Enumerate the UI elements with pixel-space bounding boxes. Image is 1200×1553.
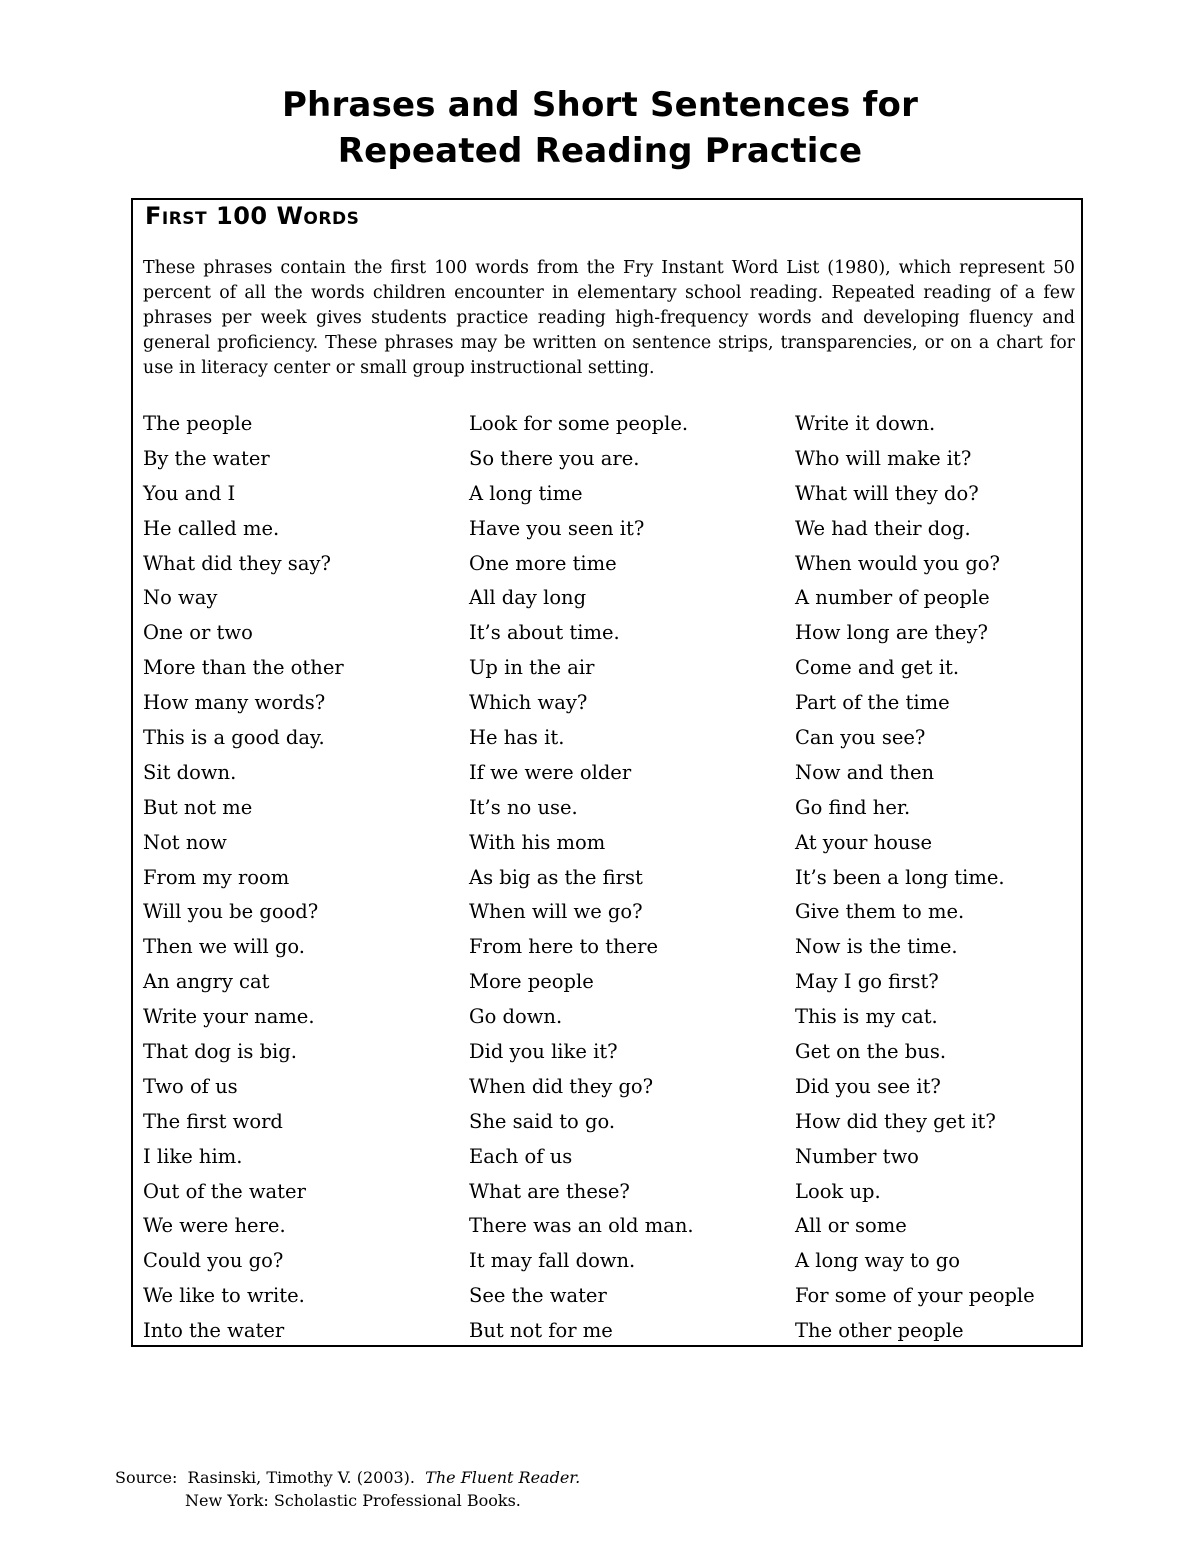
phrase-item: When did they go? bbox=[469, 1074, 654, 1098]
phrase-item: Go find her. bbox=[795, 795, 911, 819]
phrase-item: By the water bbox=[143, 446, 270, 470]
phrase-item: Number two bbox=[795, 1144, 919, 1168]
phrase-item: For some of your people bbox=[795, 1284, 1035, 1308]
phrase-item: Look for some people. bbox=[469, 412, 689, 435]
phrase-item: I like him. bbox=[143, 1144, 243, 1168]
phrase-column-2 bbox=[469, 410, 694, 1352]
phrase-item: A long time bbox=[469, 481, 583, 505]
phrase-item: Give them to me. bbox=[795, 900, 965, 924]
phrase-item: Now and then bbox=[795, 760, 935, 784]
phrase-item: All day long bbox=[469, 586, 587, 610]
phrase-item: This is a good day. bbox=[143, 726, 325, 750]
phrase-item: More people bbox=[469, 970, 594, 994]
phrase-item: An angry cat bbox=[143, 970, 270, 994]
phrase-item: Get on the bus. bbox=[795, 1040, 947, 1064]
phrase-item: What will they do? bbox=[795, 481, 979, 505]
phrase-item: Who will make it? bbox=[795, 446, 972, 470]
phrase-item: How many words? bbox=[143, 691, 326, 715]
phrase-item: Into the water bbox=[143, 1319, 285, 1343]
phrase-item: From here to there bbox=[469, 935, 659, 959]
phrase-item: When would you go? bbox=[795, 551, 1000, 575]
phrase-item: Which way? bbox=[469, 691, 588, 715]
phrase-item: She said to go. bbox=[469, 1109, 616, 1133]
phrase-item: With his mom bbox=[469, 830, 606, 854]
source-author: Rasinski, Timothy V. (2003). bbox=[187, 1468, 415, 1487]
phrase-item: The other people bbox=[795, 1319, 964, 1343]
phrase-item: Up in the air bbox=[469, 656, 595, 680]
phrase-item: You and I bbox=[143, 481, 236, 505]
phrase-item: Each of us bbox=[469, 1144, 573, 1168]
phrase-item: Now is the time. bbox=[795, 935, 958, 959]
phrase-item: The people bbox=[143, 412, 253, 435]
phrase-item: Come and get it. bbox=[795, 656, 960, 680]
phrase-item: No way bbox=[143, 586, 218, 610]
phrase-item: How long are they? bbox=[795, 621, 988, 645]
phrase-item: It’s about time. bbox=[469, 621, 620, 645]
phrase-item: Could you go? bbox=[143, 1249, 284, 1273]
phrase-item: Have you seen it? bbox=[469, 516, 645, 540]
phrase-item: We like to write. bbox=[143, 1284, 305, 1308]
phrase-item: Out of the water bbox=[143, 1179, 306, 1203]
phrase-item: So there you are. bbox=[469, 446, 640, 470]
section-heading: First 100 Words bbox=[145, 202, 360, 230]
phrase-item: He called me. bbox=[143, 516, 280, 540]
intro-paragraph: These phrases contain the first 100 words from the Fry Instant Word List (1980), which represent 50 percent of all the words children encounter in elementary school reading. Repeated reading of a few phrases per week gives students practice reading high-frequency words and developing fluency and general proficiency. These phrases may be written on sentence strips, transparencies, or on a chart for use in literacy center or small group instructional setting. bbox=[143, 258, 1075, 378]
phrase-item: Sit down. bbox=[143, 760, 237, 784]
phrase-item: But not for me bbox=[469, 1319, 613, 1343]
phrase-item: Will you be good? bbox=[143, 900, 319, 924]
phrase-column-3 bbox=[795, 410, 1035, 1352]
phrase-item: That dog is big. bbox=[143, 1040, 297, 1064]
page-title-line-1: Phrases and Short Sentences for bbox=[281, 85, 919, 125]
phrase-item: More than the other bbox=[143, 656, 344, 680]
phrase-item: How did they get it? bbox=[795, 1109, 996, 1133]
phrase-item: But not me bbox=[143, 795, 253, 819]
phrase-item: What are these? bbox=[469, 1179, 630, 1203]
phrase-item: The first word bbox=[143, 1109, 283, 1133]
phrase-item: Two of us bbox=[143, 1074, 238, 1098]
phrase-item: Go down. bbox=[469, 1005, 563, 1029]
phrase-item: It may fall down. bbox=[469, 1249, 636, 1273]
phrase-column-1 bbox=[143, 410, 344, 1352]
phrase-item: From my room bbox=[143, 865, 290, 889]
phrase-item: We had their dog. bbox=[795, 516, 971, 540]
phrase-item: May I go first? bbox=[795, 970, 939, 994]
phrase-item: This is my cat. bbox=[795, 1005, 938, 1029]
phrase-item: All or some bbox=[795, 1214, 907, 1238]
phrase-item: Did you see it? bbox=[795, 1074, 941, 1098]
phrase-item: There was an old man. bbox=[469, 1214, 694, 1238]
phrase-item: It’s been a long time. bbox=[795, 865, 1005, 889]
phrase-item: Write your name. bbox=[143, 1005, 315, 1029]
phrase-item: Did you like it? bbox=[469, 1040, 618, 1064]
phrase-item: He has it. bbox=[469, 726, 565, 750]
phrase-item: At your house bbox=[795, 830, 933, 854]
phrase-item: It’s no use. bbox=[469, 795, 578, 819]
phrases-box bbox=[131, 198, 1083, 1347]
source-publisher: New York: Scholastic Professional Books. bbox=[185, 1491, 521, 1510]
source-book-title: The Fluent Reader. bbox=[425, 1468, 581, 1487]
source-citation bbox=[115, 1466, 580, 1512]
phrase-item: See the water bbox=[469, 1284, 607, 1308]
phrase-item: Part of the time bbox=[795, 691, 950, 715]
phrase-item: A number of people bbox=[795, 586, 990, 610]
phrase-item: What did they say? bbox=[143, 551, 331, 575]
phrase-item: If we were older bbox=[469, 760, 632, 784]
phrase-item: We were here. bbox=[143, 1214, 286, 1238]
phrase-item: When will we go? bbox=[469, 900, 643, 924]
phrase-item: Not now bbox=[143, 830, 227, 854]
source-label: Source: bbox=[115, 1468, 178, 1487]
page-title-line-2: Repeated Reading Practice bbox=[337, 131, 863, 171]
phrase-item: Then we will go. bbox=[143, 935, 305, 959]
phrase-item: Look up. bbox=[795, 1179, 881, 1203]
phrase-item: One more time bbox=[469, 551, 617, 575]
phrase-item: Can you see? bbox=[795, 726, 926, 750]
phrase-item: One or two bbox=[143, 621, 253, 645]
phrase-item: Write it down. bbox=[795, 412, 936, 435]
phrase-item: As big as the first bbox=[469, 865, 643, 889]
page-title bbox=[0, 82, 1200, 174]
phrase-item: A long way to go bbox=[795, 1249, 961, 1273]
